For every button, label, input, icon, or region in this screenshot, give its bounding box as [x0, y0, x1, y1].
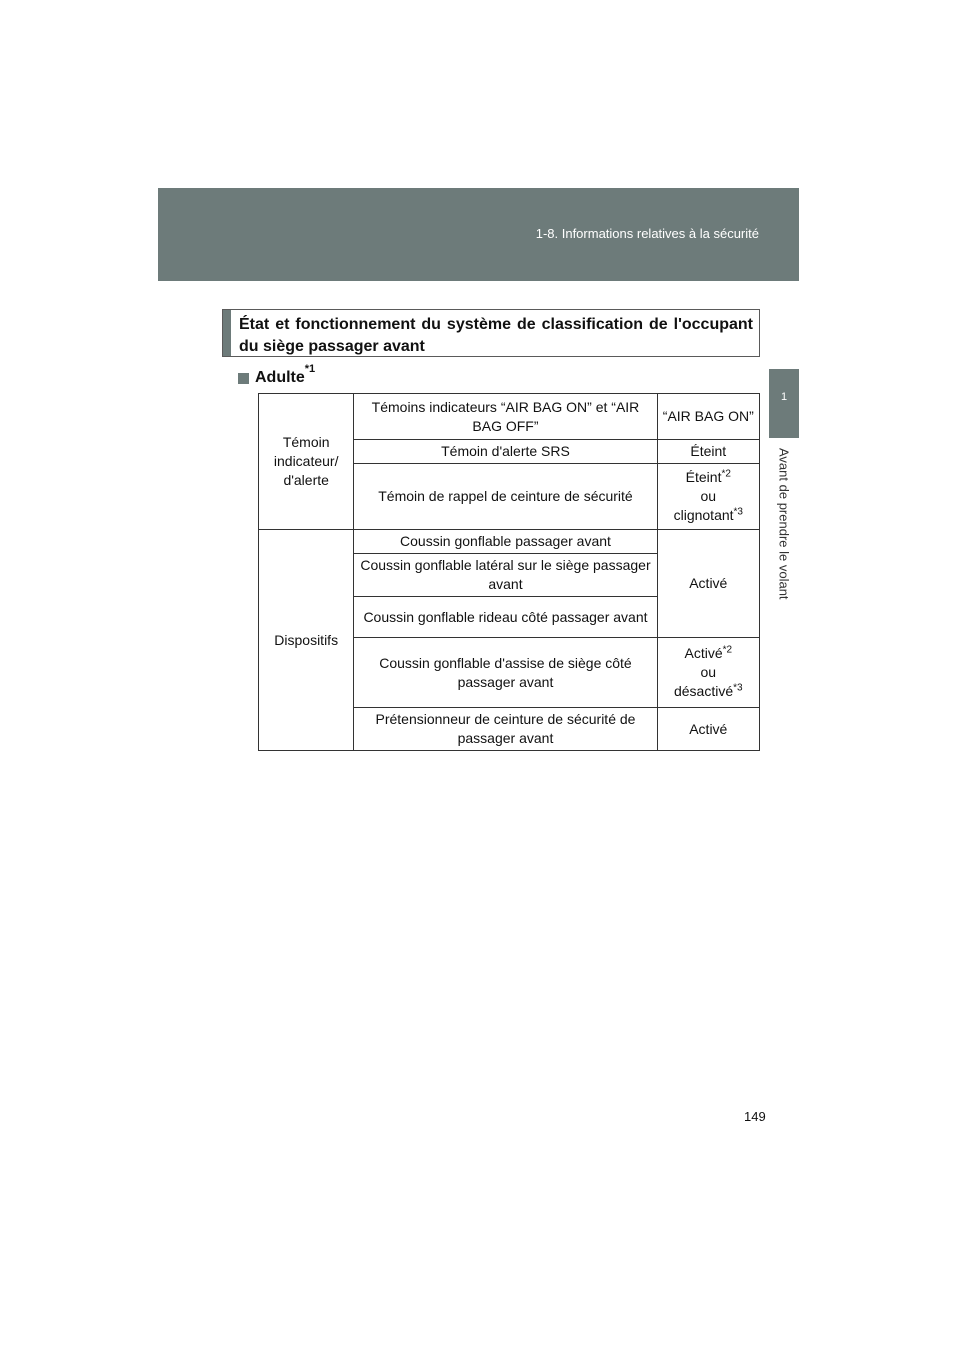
row1-label: Témoins indicateurs “AIR BAG ON” et “AIR BAG OFF” [354, 394, 657, 440]
row3-value [657, 464, 759, 530]
section-title-bar [223, 310, 231, 356]
classification-table [258, 393, 760, 751]
row6-label: Coussin gonflable rideau côté passager avant [354, 597, 657, 638]
row2-label: Témoin d'alerte SRS [354, 440, 657, 464]
row4-label: Coussin gonflable passager avant [354, 530, 657, 554]
row3-value-a: Éteint [685, 469, 722, 485]
section-title: État et fonctionnement du système de classification de l'occupant du siège passager avant [239, 316, 753, 355]
group-devices: Dispositifs [259, 530, 354, 751]
row3-note-b: *3 [733, 506, 743, 518]
row3-label: Témoin de rappel de ceinture de sécurité [354, 464, 657, 530]
row3-value-b: clignotant [673, 507, 734, 523]
row2-value: Éteint [657, 440, 759, 464]
group-indicator: Témoin indicateur/ d'alerte [259, 394, 354, 530]
header-band [158, 188, 799, 281]
row3-or: ou [700, 488, 717, 504]
chapter-label [773, 448, 795, 628]
row7-or: ou [700, 664, 717, 680]
subheading-text: Adulte [255, 369, 305, 386]
row3-note-a: *2 [721, 468, 731, 480]
row7-label: Coussin gonflable d'assise de siège côté passager avant [354, 638, 657, 708]
subheading: Adulte *1 [238, 369, 315, 387]
square-bullet-icon [238, 373, 249, 384]
row8-label: Prétensionneur de ceinture de sécurité de passager avant [354, 708, 657, 751]
section-header: 1-8. Informations relatives à la sécurité [535, 226, 759, 241]
section-title-box [222, 309, 760, 357]
chapter-label-text: Avant de prendre le volant [776, 448, 792, 600]
row1-value: “AIR BAG ON” [657, 394, 759, 440]
rows456-value: Activé [657, 530, 759, 638]
table-row [259, 394, 760, 440]
row7-value-a: Activé [684, 645, 723, 661]
chapter-number: 1 [780, 391, 788, 403]
row5-label: Coussin gonflable latéral sur le siège passager avant [354, 554, 657, 597]
row7-value [657, 638, 759, 708]
row8-value: Activé [657, 708, 759, 751]
row7-value-b: désactivé [673, 683, 734, 699]
row7-note-a: *2 [722, 644, 733, 656]
chapter-tab [769, 369, 799, 438]
table-row [259, 530, 760, 554]
row7-note-b: *3 [733, 682, 743, 694]
page-number: 149 [744, 1109, 766, 1124]
